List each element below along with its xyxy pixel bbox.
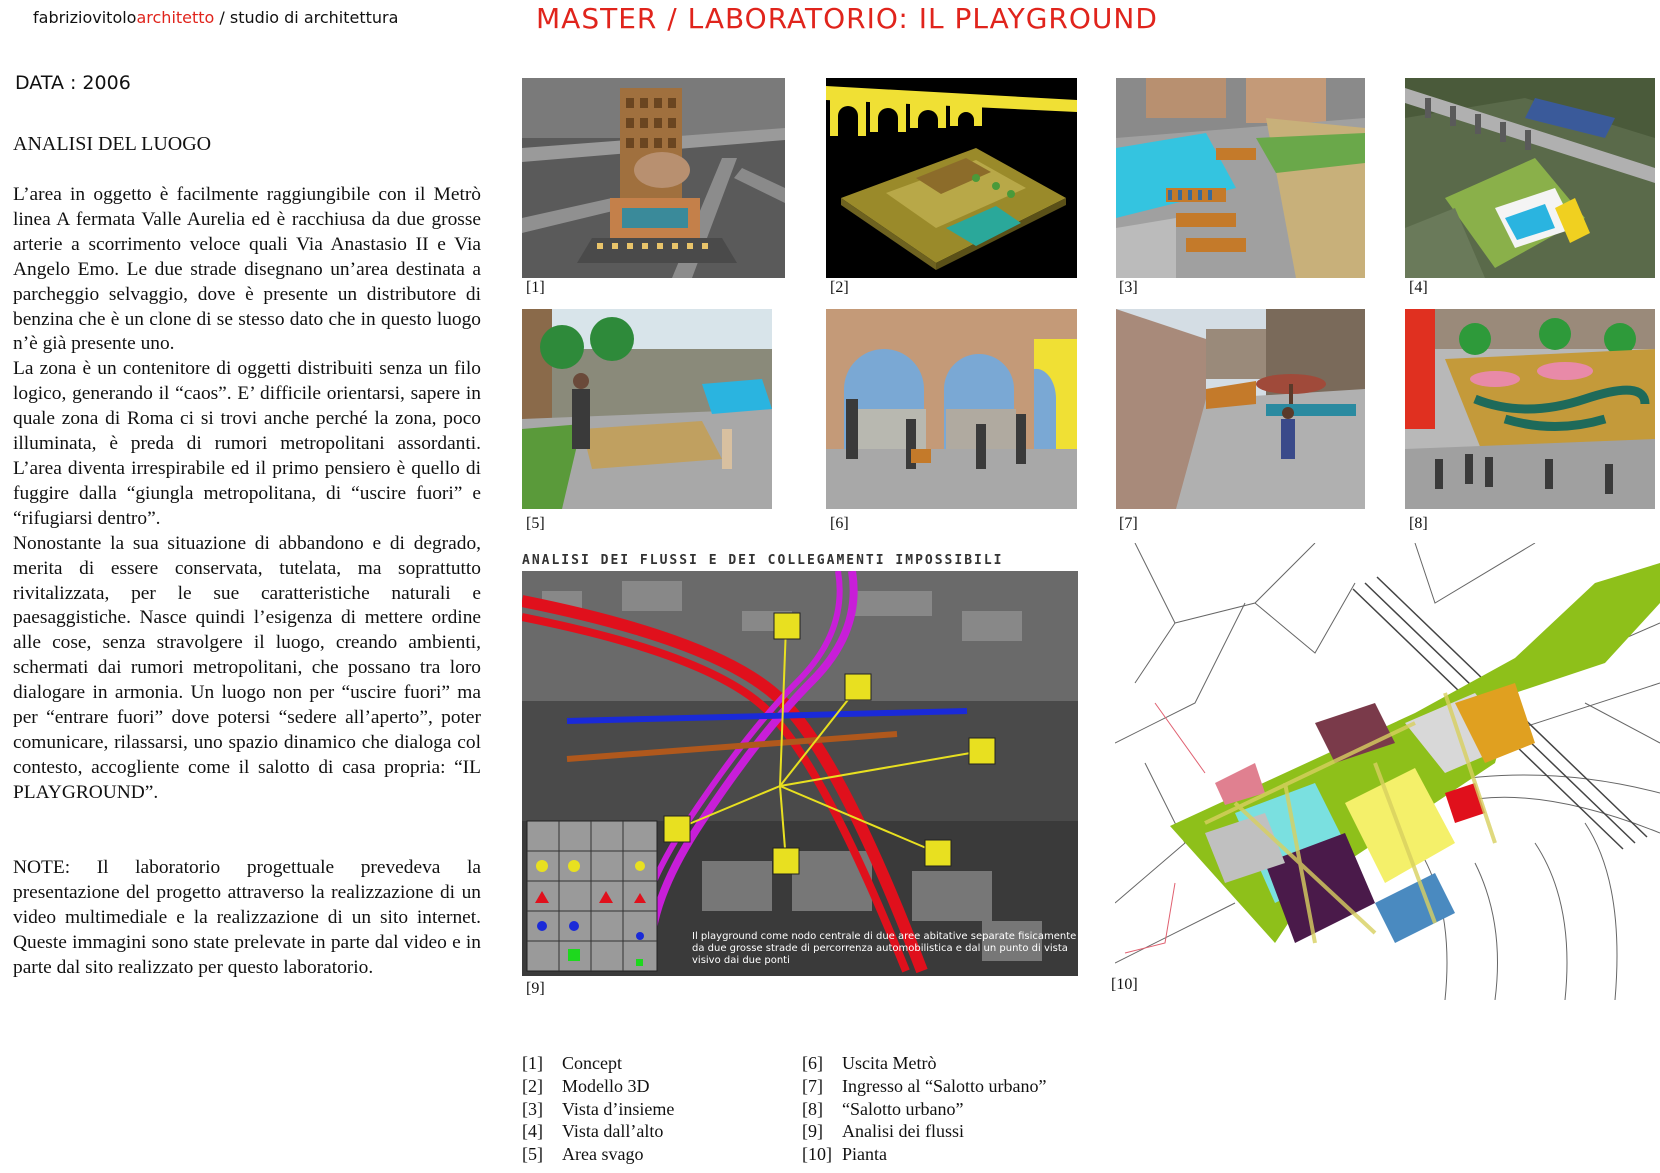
- caption-5: [5]: [526, 515, 545, 532]
- paragraph: La zona è un contenitore di oggetti distribuiti senza un filo logico, generando il “caos”. E’ difficile orientarsi, sapere in quale zona di Roma ci si trovi anche perché la zona, poco illuminata, è preda di rumori metropolitani assordanti. L’area diventa irrespirabile ed il primo pensiero è quello di fuggire dalla “giungla metropolitana, di “uscire fuori” e “rifugiarsi dentro”.: [13, 358, 481, 529]
- image-metro-exit: [826, 309, 1077, 509]
- legend-item: [8] “Salotto urbano”: [802, 1098, 964, 1119]
- studio-brand: [33, 8, 398, 27]
- legend-left: [522, 1052, 674, 1166]
- paragraph: Nonostante la sua situazione di abbandono e di degrado, merita di essere conservata, tutelata, ma soprattutto rivitalizzata, per le sue caratteristiche naturali e paesaggistiche. Nasce quindi l’esigenza di mettere ordine alle cose, senza stravolgere il luogo, creando ambienti, schermati dai rumori metropolitani, che possano tra loro dialogare in armonia. Un luogo non per “uscire fuori” ma per “entrare fuori” dove potersi “sedere all’aperto”, poter comunicare, rilassarsi, uno spazio dinamico che dialoga col contesto, accogliente come il salotto di casa propria: “IL PLAYGROUND”.: [13, 532, 481, 803]
- legend-item: [1] Concept: [522, 1053, 622, 1073]
- caption-1: [1]: [526, 279, 545, 296]
- brand-rest: / studio di architettura: [214, 8, 399, 27]
- section-title: ANALISI DEL LUOGO: [13, 133, 212, 155]
- legend-item: [10] Pianta: [802, 1144, 887, 1165]
- caption-7: [7]: [1119, 515, 1138, 532]
- legend-item: [3] Vista d’insieme: [522, 1098, 675, 1119]
- legend-item: [7] Ingresso al “Salotto urbano”: [802, 1075, 1047, 1096]
- legend-item: [9] Analisi dei flussi: [802, 1121, 964, 1142]
- caption-6: [6]: [830, 515, 849, 532]
- image-leisure-area: [522, 309, 772, 509]
- flow-analysis-title: ANALISI DEI FLUSSI E DEI COLLEGAMENTI IMPOSSIBILI: [522, 553, 1004, 568]
- project-date: DATA : 2006: [15, 72, 131, 94]
- legend-item: [5] Area svago: [522, 1144, 644, 1165]
- paragraph: L’area in oggetto è facilmente raggiungibile con il Metrò linea A fermata Valle Aurelia ed è racchiusa da due grosse arterie a scorrimento veloce quali Via Anastasio II e Via Angelo Emo. Le due strade disegnano un’area destinata a parcheggio selvaggio, dove è presente un distributore di benzina che è un clone di se stesso dato che in questo luogo n’è già presente uno.: [13, 184, 481, 355]
- image-entrance: [1116, 309, 1365, 509]
- caption-2: [2]: [830, 279, 849, 296]
- brand-accent: architetto: [136, 8, 215, 27]
- image-flow-analysis: [522, 571, 1078, 976]
- caption-8: [8]: [1409, 515, 1428, 532]
- site-analysis-text: [13, 183, 481, 806]
- image-concept: [522, 78, 785, 278]
- image-urban-living-room: [1405, 309, 1655, 509]
- caption-9: [9]: [526, 980, 545, 997]
- brand-main: fabriziovitolo: [33, 8, 137, 27]
- image-top-view: [1405, 78, 1655, 278]
- image-plan: [1115, 543, 1660, 1000]
- legend-item: [6] Uscita Metrò: [802, 1053, 937, 1073]
- legend-item: [2] Modello 3D: [522, 1075, 650, 1096]
- image-overall-view: [1116, 78, 1365, 278]
- image-3d-model: [826, 78, 1077, 278]
- page-title: MASTER / LABORATORIO: IL PLAYGROUND: [536, 2, 1158, 35]
- caption-10: [10]: [1111, 976, 1138, 993]
- legend-item: [4] Vista dall’alto: [522, 1121, 664, 1142]
- legend-right: [802, 1052, 1046, 1166]
- flow-analysis-caption: Il playground come nodo centrale di due aree abitative separate fisicamente da due grosse strade di percorrenza automobilistica e dal un punto di vista visivo dai due ponti: [692, 931, 1077, 966]
- caption-3: [3]: [1119, 279, 1138, 296]
- note-text: NOTE: Il laboratorio progettuale prevedeva la presentazione del progetto attraverso la realizzazione di un video multimediale e la realizzazione di un sito internet. Queste immagini sono state prelevate in parte dal video e in parte dal sito realizzato per questo laboratorio.: [13, 857, 481, 978]
- caption-4: [4]: [1409, 279, 1428, 296]
